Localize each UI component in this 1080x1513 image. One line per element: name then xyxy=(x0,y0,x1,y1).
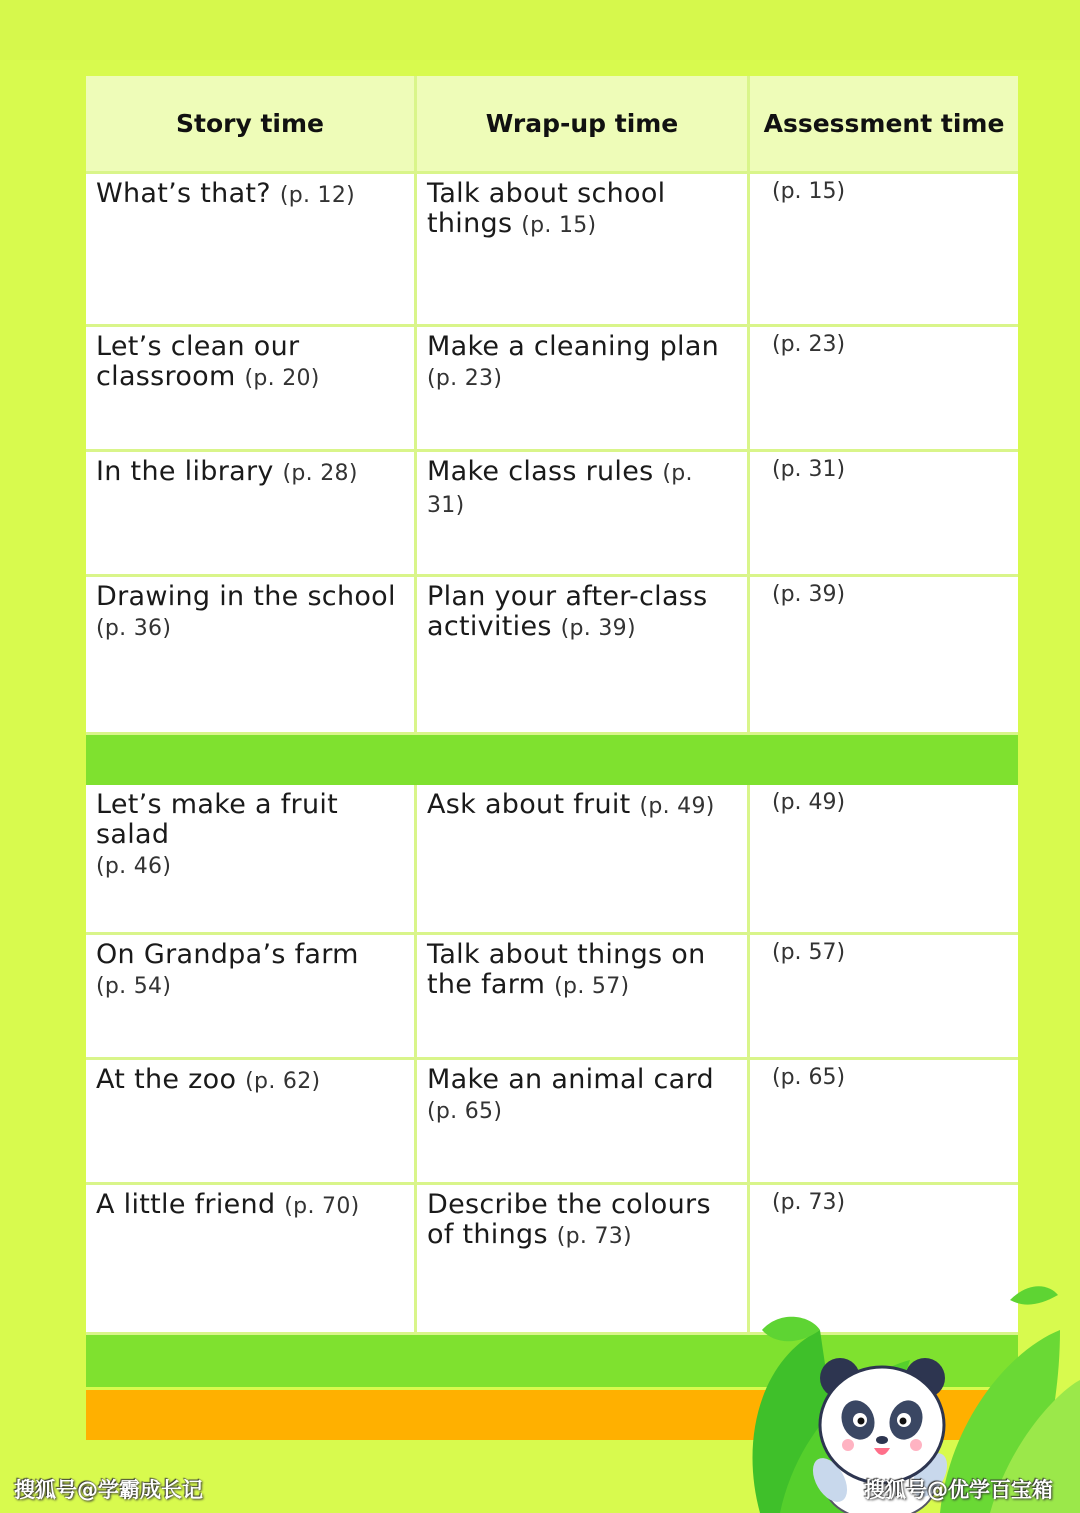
wrapup-cell xyxy=(417,1060,750,1182)
story-title: At the zoo xyxy=(96,1064,237,1095)
wrapup-text xyxy=(417,785,747,822)
story-title: On Grandpa’s farm xyxy=(96,939,359,970)
wrapup-page-ref: (p. 39) xyxy=(560,616,636,641)
assessment-cell xyxy=(750,327,1018,449)
story-text xyxy=(86,935,414,1002)
story-cell xyxy=(86,1185,417,1332)
story-text xyxy=(86,327,414,394)
unit-section-2 xyxy=(86,785,1018,1335)
wrapup-title: Talk about things on the farm xyxy=(427,939,706,1000)
table-header-row xyxy=(86,76,1018,174)
assessment-cell xyxy=(750,174,1018,324)
assessment-page-ref: (p. 49) xyxy=(772,790,846,815)
page-top-band xyxy=(0,0,1080,60)
header-wrap-up-time: Wrap-up time xyxy=(485,109,679,138)
table-row xyxy=(86,1060,1018,1185)
wrapup-page-ref: (p. 23) xyxy=(427,366,503,391)
wrapup-text xyxy=(417,452,747,521)
wrapup-cell xyxy=(417,935,750,1057)
assessment-cell xyxy=(750,452,1018,574)
story-text xyxy=(86,1185,414,1222)
story-title: Let’s clean our classroom xyxy=(96,331,300,392)
header-assessment-time: Assessment time xyxy=(763,109,1005,138)
table-row xyxy=(86,935,1018,1060)
assessment-cell xyxy=(750,1060,1018,1182)
wrapup-page-ref: (p. 15) xyxy=(521,213,597,238)
wrapup-cell xyxy=(417,577,750,732)
wrapup-cell xyxy=(417,327,750,449)
wrapup-text xyxy=(417,577,747,644)
wrapup-cell xyxy=(417,1185,750,1332)
watermark-left: 搜狐号@学霸成长记 xyxy=(14,1478,203,1502)
story-cell xyxy=(86,577,417,732)
table-row xyxy=(86,785,1018,935)
story-title: Drawing in the school xyxy=(96,581,396,612)
story-cell xyxy=(86,452,417,574)
wrapup-title: Describe the colours of things xyxy=(427,1189,711,1250)
wrapup-text xyxy=(417,935,747,1002)
wrapup-page-ref: (p. 65) xyxy=(427,1099,503,1124)
wrapup-page-ref: (p. 73) xyxy=(556,1224,632,1249)
story-cell xyxy=(86,174,417,324)
unit-section-1 xyxy=(86,174,1018,735)
header-cell-wrapup xyxy=(417,76,750,171)
story-cell xyxy=(86,1060,417,1182)
wrapup-title: Plan your after-class activities xyxy=(427,581,708,642)
story-title: A little friend xyxy=(96,1189,276,1220)
story-page-ref: (p. 46) xyxy=(96,854,172,879)
wrapup-cell xyxy=(417,452,750,574)
table-row xyxy=(86,327,1018,452)
table-row xyxy=(86,577,1018,735)
story-text xyxy=(86,785,414,882)
story-text xyxy=(86,1060,414,1097)
wrapup-cell xyxy=(417,174,750,324)
story-page-ref: (p. 20) xyxy=(244,366,320,391)
section-divider-band xyxy=(86,735,1018,785)
wrapup-title: Ask about fruit xyxy=(427,789,631,820)
story-title: In the library xyxy=(96,456,274,487)
wrapup-page-ref: (p. 57) xyxy=(554,974,630,999)
wrapup-title: Make a cleaning plan xyxy=(427,331,720,362)
story-page-ref: (p. 62) xyxy=(245,1069,321,1094)
story-page-ref: (p. 28) xyxy=(282,461,358,486)
assessment-page-ref: (p. 15) xyxy=(772,179,846,204)
story-page-ref: (p. 54) xyxy=(96,974,172,999)
wrapup-text xyxy=(417,327,747,394)
story-title: What’s that? xyxy=(96,178,271,209)
wrapup-title: Make an animal card xyxy=(427,1064,714,1095)
assessment-page-ref: (p. 57) xyxy=(772,940,846,965)
story-page-ref: (p. 12) xyxy=(279,183,356,208)
watermark-right: 搜狐号@优学百宝箱 xyxy=(864,1478,1053,1502)
story-cell xyxy=(86,785,417,932)
table-row xyxy=(86,452,1018,577)
assessment-page-ref: (p. 65) xyxy=(772,1065,846,1090)
story-cell xyxy=(86,327,417,449)
header-story-time: Story time xyxy=(176,109,324,138)
wrapup-page-ref: (p. 49) xyxy=(639,794,715,819)
assessment-page-ref: (p. 23) xyxy=(772,332,846,357)
story-text xyxy=(86,577,414,644)
lesson-table xyxy=(86,76,1018,1440)
assessment-cell xyxy=(750,785,1018,932)
assessment-page-ref: (p. 73) xyxy=(772,1190,846,1215)
assessment-page-ref: (p. 31) xyxy=(772,457,846,482)
wrapup-cell xyxy=(417,785,750,932)
table-row xyxy=(86,174,1018,327)
wrapup-title: Make class rules xyxy=(427,456,654,487)
wrapup-text xyxy=(417,174,747,241)
wrapup-title: Talk about school things xyxy=(427,178,666,239)
wrapup-text xyxy=(417,1185,747,1252)
wrapup-page-ref: (p. 31) xyxy=(427,461,693,518)
story-page-ref: (p. 36) xyxy=(96,616,172,641)
story-text xyxy=(86,452,414,489)
assessment-cell xyxy=(750,935,1018,1057)
story-title: Let’s make a fruit salad xyxy=(96,789,339,850)
wrapup-text xyxy=(417,1060,747,1127)
story-text xyxy=(86,174,414,211)
assessment-page-ref: (p. 39) xyxy=(772,582,846,607)
story-cell xyxy=(86,935,417,1057)
story-page-ref: (p. 70) xyxy=(284,1194,360,1219)
assessment-cell xyxy=(750,577,1018,732)
header-cell-story xyxy=(86,76,417,171)
header-cell-assessment xyxy=(750,76,1018,171)
